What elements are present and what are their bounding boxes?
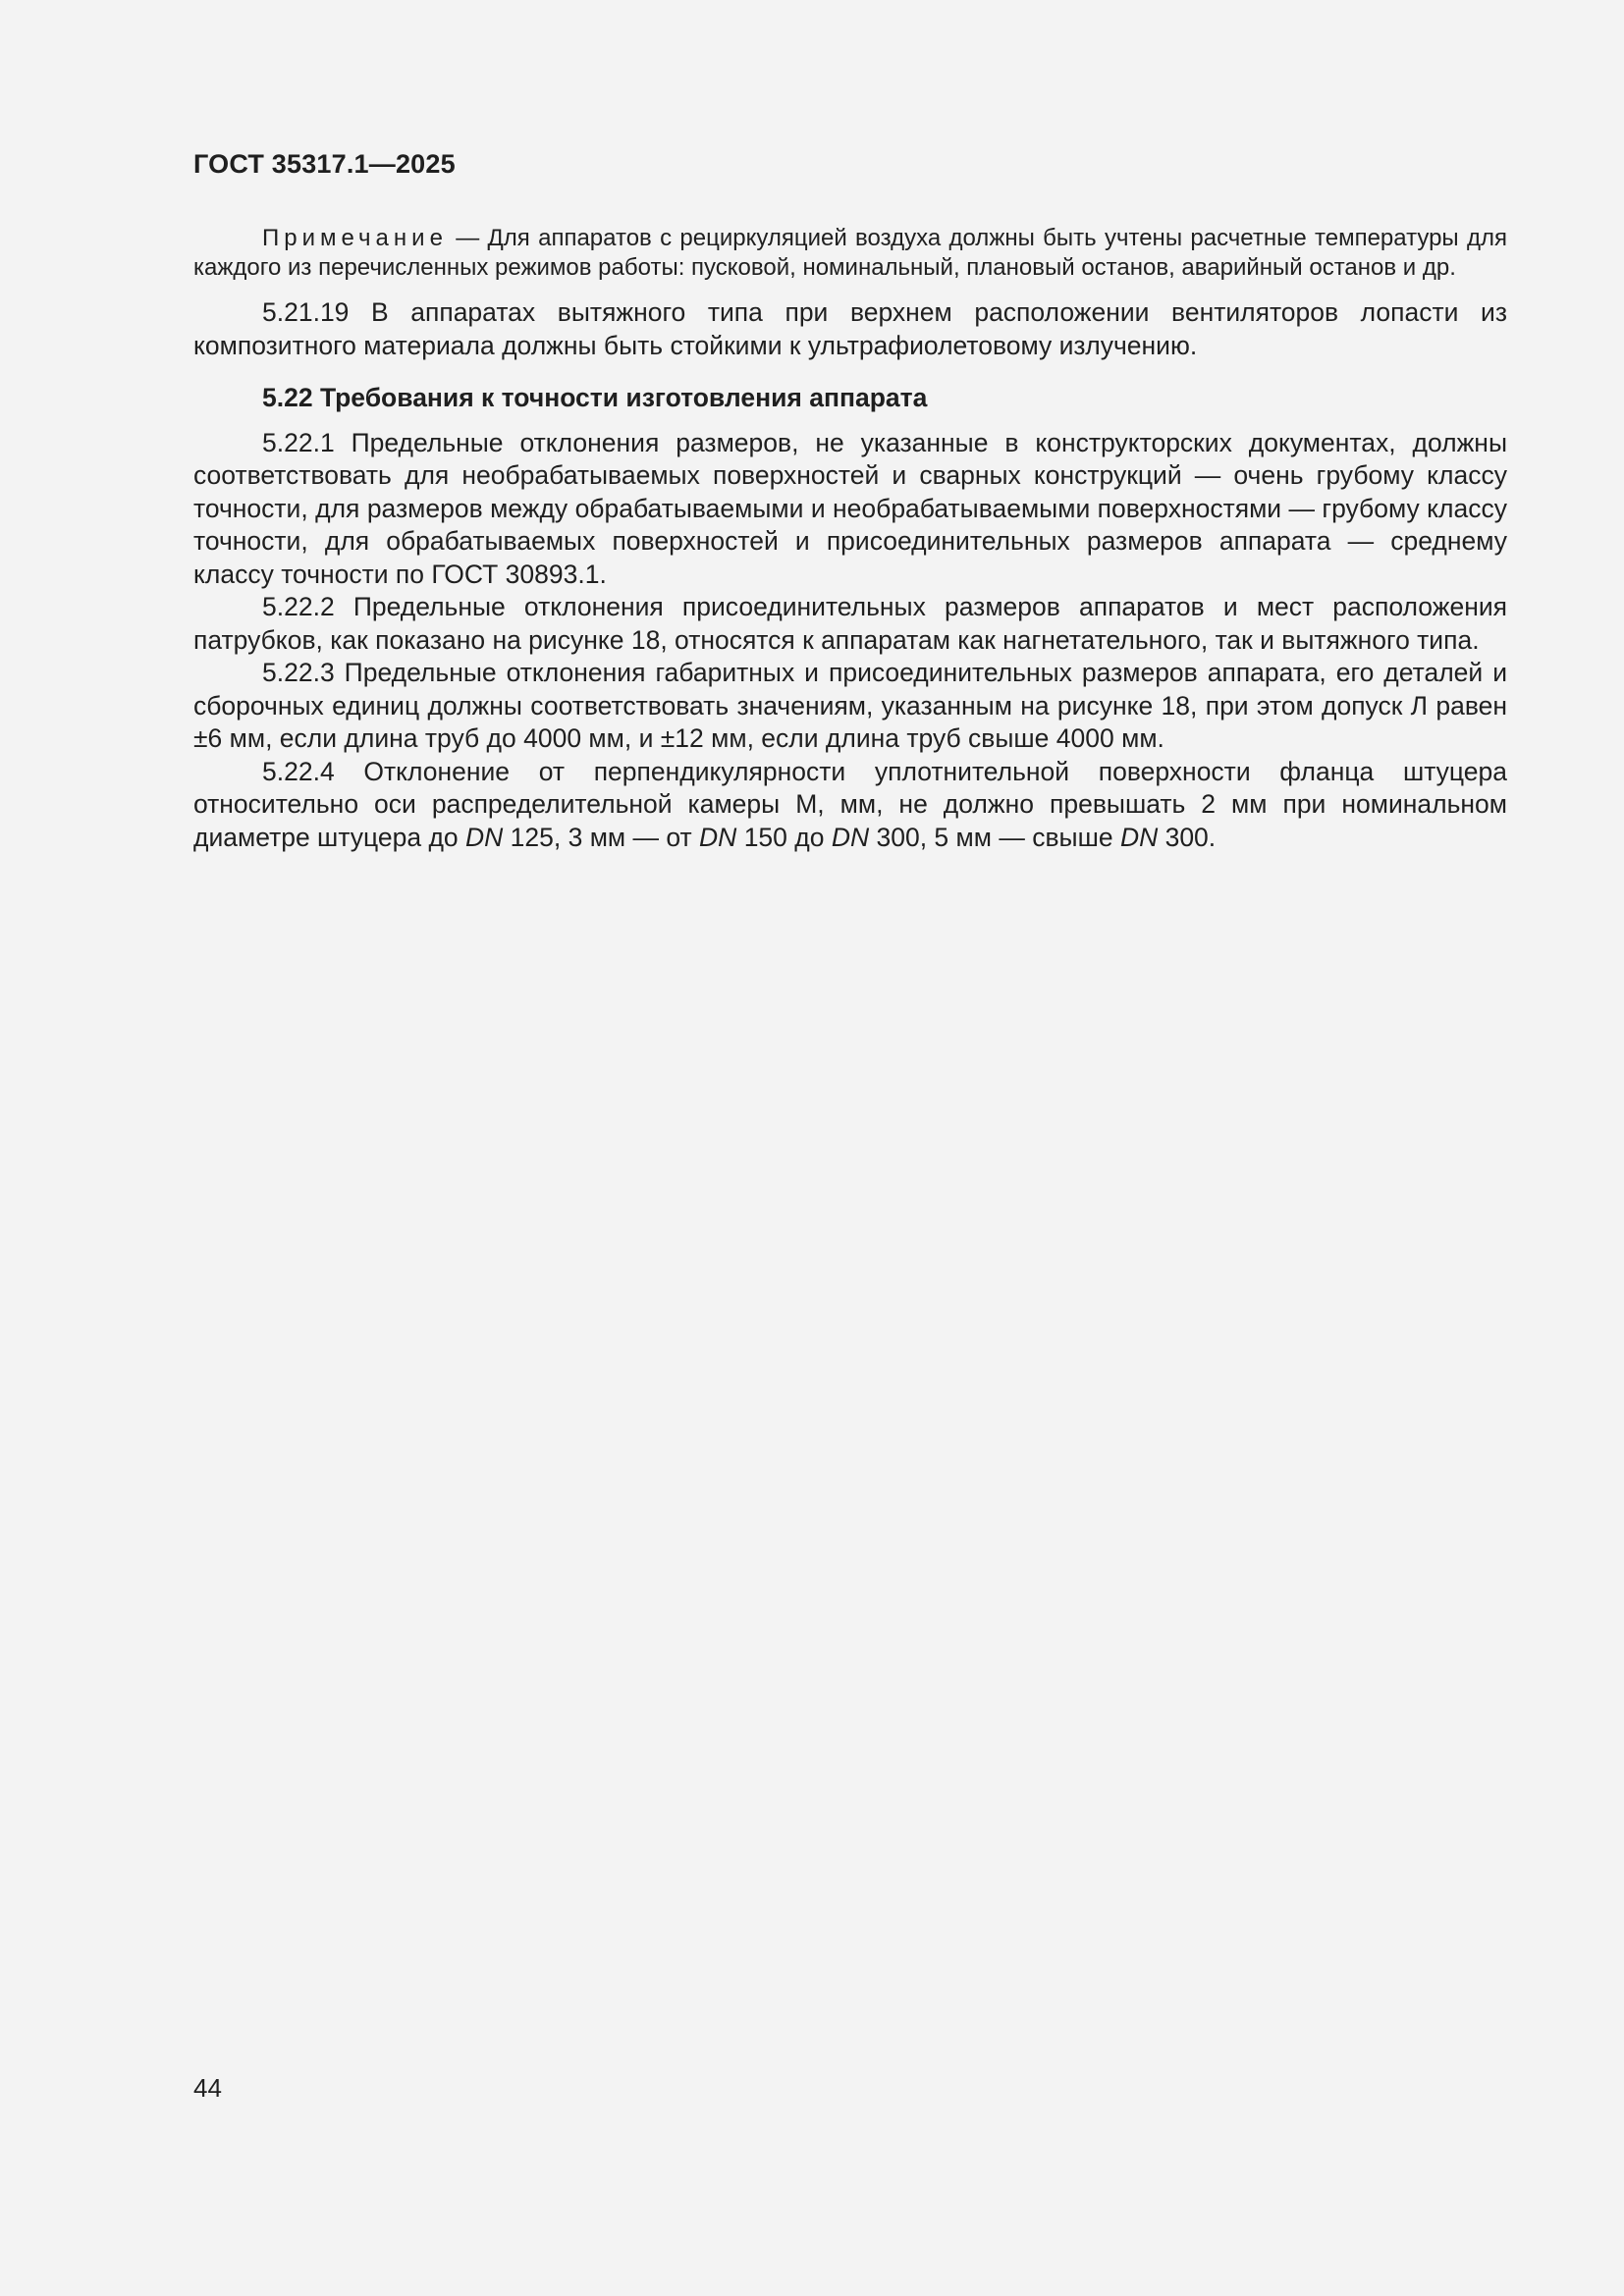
paragraph-5-22-3: 5.22.3 Предельные отклонения габаритных и присоединительных размеров аппарата, его деталей и сборочных единиц должны соответствовать значениям, указанным на рисунке 18, при этом допуск Л равен ±6 мм, если длина труб до 4000 мм, и ±12 мм, если длина труб свыше 4000 мм. <box>193 658 1507 753</box>
dn-term: DN <box>699 822 737 852</box>
page-content <box>193 224 1507 854</box>
note-label: Примечание <box>262 225 448 251</box>
paragraph-5-22-4-text: 150 до <box>736 822 832 852</box>
paragraph-5-22-4-text: 125, 3 мм — от <box>503 822 700 852</box>
paragraph-5-22-4-text: 300, 5 мм — свыше <box>869 822 1120 852</box>
paragraph-5-22-1: 5.22.1 Предельные отклонения размеров, не указанные в конструкторских документах, должны соответствовать для необрабатываемых поверхностей и сварных конструкций — очень грубому классу точности, для размеров между обрабатываемыми и необрабатываемыми поверхностями — грубому классу точности, для обрабатываемых поверхностей и присоединительных размеров аппарата — среднему классу точности по ГОСТ 30893.1. <box>193 427 1507 589</box>
paragraph-5-22-2: 5.22.2 Предельные отклонения присоединительных размеров аппаратов и мест расположения патрубков, как показано на рисунке 18, относятся к аппаратам как нагнетательного, так и вытяжного типа. <box>193 592 1507 655</box>
document-code-header: ГОСТ 35317.1—2025 <box>193 149 456 179</box>
paragraph-5-22-4-text: 5.22.4 Отклонение от перпендикулярности уплотнительной поверхности фланца штуцера относительно оси распределительной камеры М, мм, не должно превышать 2 мм при номинальном диаметре штуцера до <box>193 756 1507 852</box>
section-title-5-22: 5.22 Требования к точности изготовления аппарата <box>262 383 928 412</box>
paragraph-5-21-19: 5.21.19 В аппаратах вытяжного типа при верхнем расположении вентиляторов лопасти из композитного материала должны быть стойкими к ультрафиолетовому излучению. <box>193 297 1507 360</box>
note-text: Для аппаратов с рециркуляцией воздуха должны быть учтены расчетные температуры для каждого из перечисленных режимов работы: пусковой, номинальный, плановый останов, аварийный останов и др. <box>193 225 1507 281</box>
note-paragraph <box>193 224 1507 283</box>
dn-term: DN <box>831 822 870 852</box>
note-dash: — <box>456 225 480 251</box>
dn-term: DN <box>1119 822 1159 852</box>
dn-term: DN <box>465 822 504 852</box>
paragraph-5-22-4-text: 300. <box>1158 822 1217 852</box>
page-number: 44 <box>193 2073 222 2103</box>
paragraph-5-22-4 <box>193 756 1507 855</box>
